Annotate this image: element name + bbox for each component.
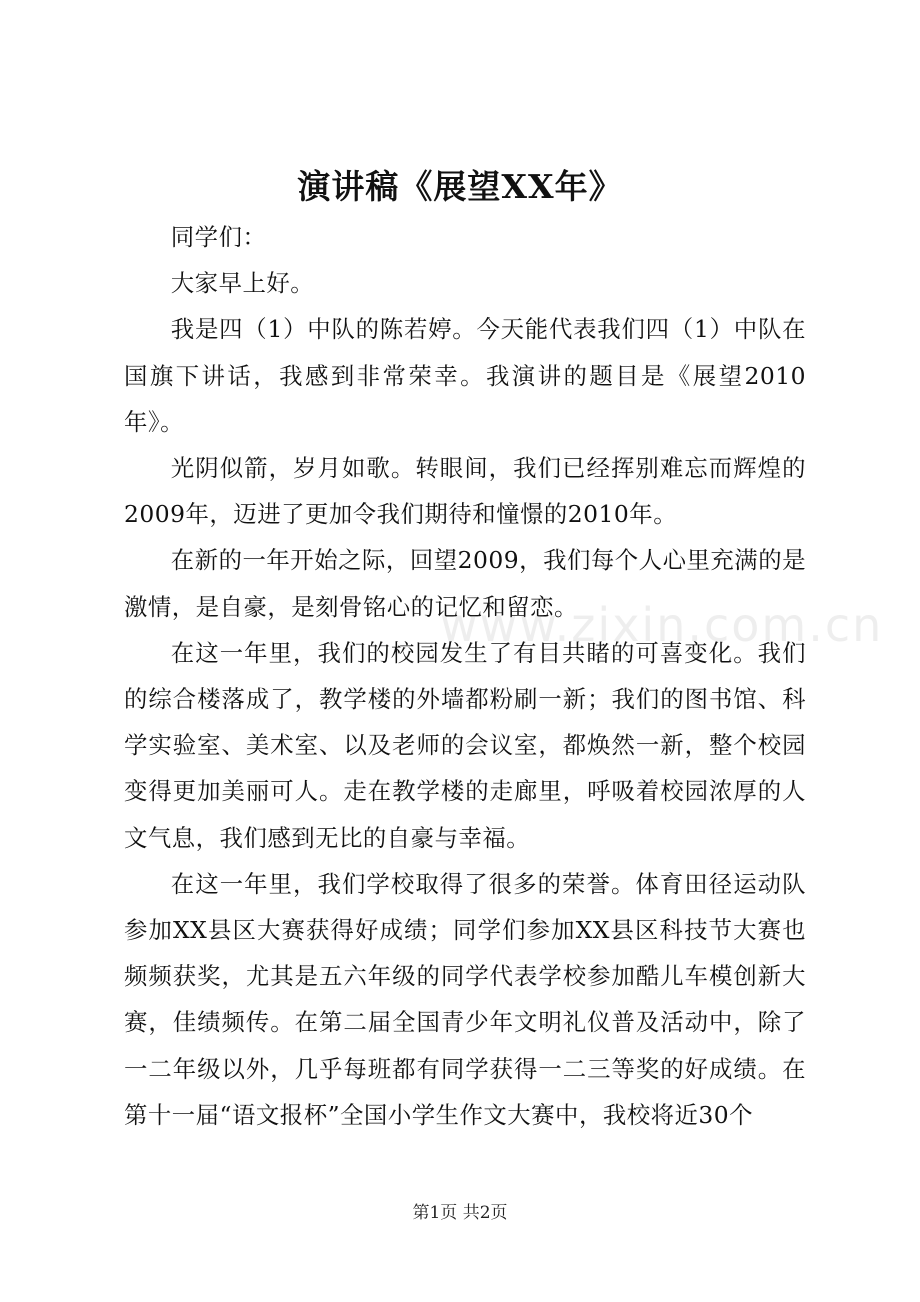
paragraph-introduction: 我是四（1）中队的陈若婷。今天能代表我们四（1）中队在国旗下讲话，我感到非常荣幸。我演讲的题目是《展望2010年》。 (124, 315, 806, 436)
document-body (124, 214, 806, 1138)
paragraph-time-flies: 光阴似箭，岁月如歌。转眼间，我们已经挥别难忘而辉煌的2009年，迈进了更加令我们期待和憧憬的2010年。 (124, 454, 806, 529)
paragraph-look-back: 在新的一年开始之际，回望2009，我们每个人心里充满的是激情，是自豪，是刻骨铭心的记忆和留恋。 (124, 546, 806, 621)
paragraph-campus-changes: 在这一年里，我们的校园发生了有目共睹的可喜变化。我们的综合楼落成了，教学楼的外墙都粉刷一新；我们的图书馆、科学实验室、美术室、以及老师的会议室，都焕然一新，整个校园变得更加美丽可人。走在教学楼的走廊里，呼吸着校园浓厚的人文气息，我们感到无比的自豪与幸福。 (124, 638, 806, 852)
paragraph-school-honors: 在这一年里，我们学校取得了很多的荣誉。体育田径运动队参加XX县区大赛获得好成绩；同学们参加XX县区科技节大赛也频频获奖，尤其是五六年级的同学代表学校参加酷儿车模创新大赛，佳绩频传。在第二届全国青少年文明礼仪普及活动中，除了一二年级以外，几乎每班都有同学获得一二三等奖的好成绩。在第十一届“语文报杯”全国小学生作文大赛中，我校将近30个 (124, 869, 806, 1129)
document-title: 演讲稿《展望XX年》 (297, 167, 623, 206)
page-number-footer: 第1页 共2页 (412, 1203, 508, 1223)
watermark-text: www.zixin.com.cn (440, 598, 884, 652)
paragraph-good-morning: 大家早上好。 (170, 269, 315, 298)
paragraph-greeting: 同学们： (170, 223, 267, 251)
